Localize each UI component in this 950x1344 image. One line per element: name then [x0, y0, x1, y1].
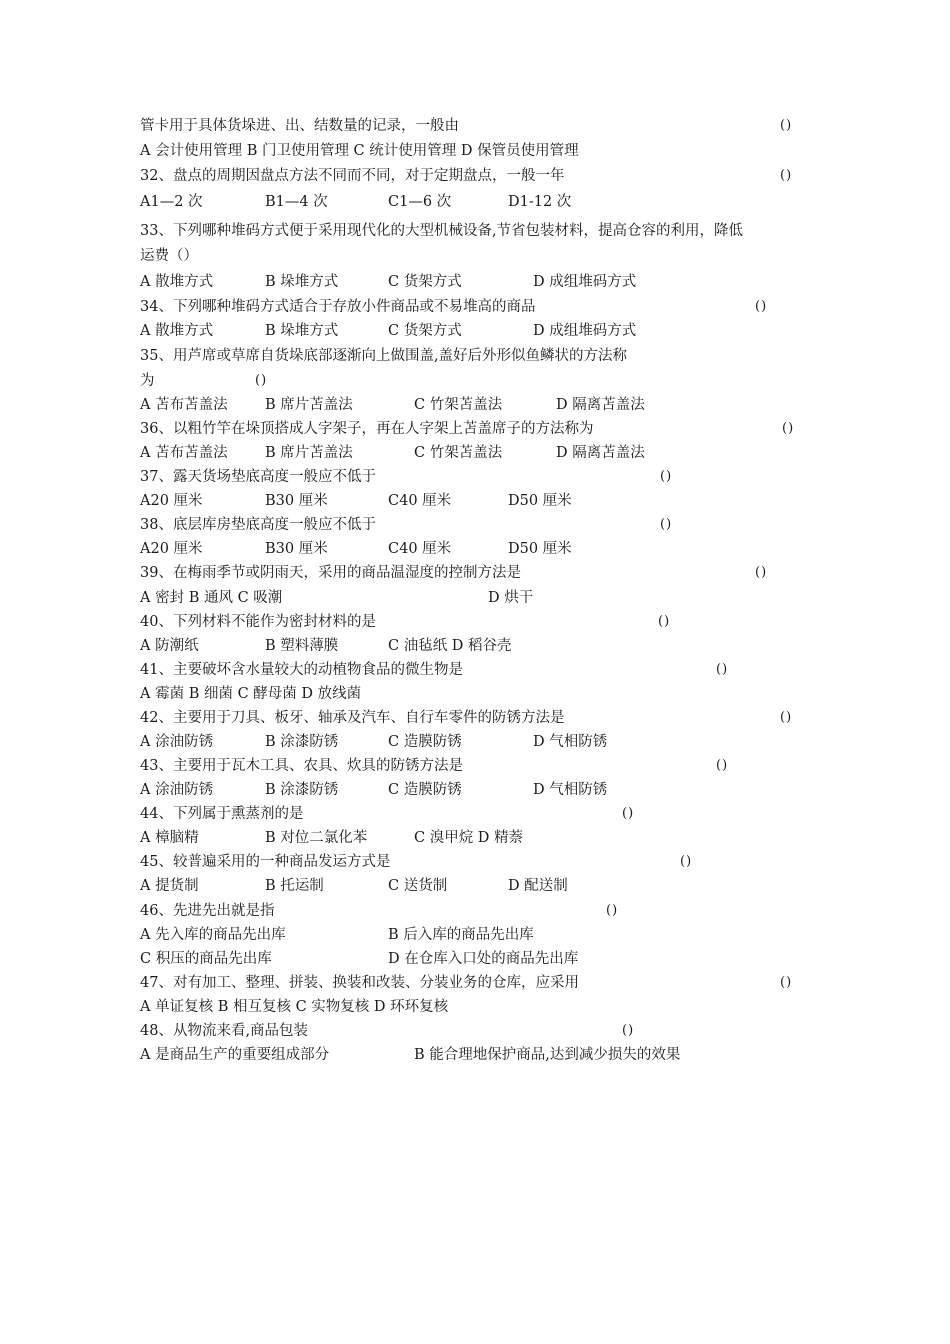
answer-option: A 苫布苫盖法: [140, 397, 228, 413]
answer-option: A20 厘米: [140, 541, 203, 557]
answer-blank-parentheses: (): [780, 710, 793, 725]
answer-blank-parentheses: (): [716, 662, 729, 677]
answer-option: C 竹架苫盖法: [414, 397, 503, 413]
answer-option: A 密封 B 通风 C 吸潮: [140, 590, 283, 606]
answer-option: B 席片苫盖法: [265, 397, 353, 413]
answer-option: C 溴甲烷 D 精萘: [414, 830, 524, 846]
answer-option: A 涂油防锈: [140, 782, 214, 798]
text-line: A 霉菌 B 细菌 C 酵母菌 D 放线菌: [140, 686, 362, 702]
text-line: 44、下列属于熏蒸剂的是: [140, 806, 304, 822]
answer-option: B 托运制: [265, 878, 324, 894]
text-line: 37、露天货场垫底高度一般应不低于: [140, 469, 376, 485]
answer-option: D 成组堆码方式: [533, 274, 637, 290]
text-line: 43、主要用于瓦木工具、农具、炊具的防锈方法是: [140, 758, 463, 774]
text-line: 35、用芦席或草席自货垛底部逐渐向上做围盖,盖好后外形似鱼鳞状的方法称: [140, 348, 628, 364]
answer-option: A 提货制: [140, 878, 199, 894]
text-line: 34、下列哪种堆码方式适合于存放小件商品或不易堆高的商品: [140, 299, 536, 315]
answer-option: D 隔离苫盖法: [556, 445, 645, 461]
answer-option: B 能合理地保护商品,达到减少损失的效果: [414, 1047, 681, 1063]
text-line: 41、主要破坏含水量较大的动植物食品的微生物是: [140, 662, 463, 678]
answer-option: C 送货制: [388, 878, 448, 894]
answer-option: A 先入库的商品先出库: [140, 927, 286, 943]
answer-option: B 涂漆防锈: [265, 782, 339, 798]
text-line: A 会计使用管理 B 门卫使用管理 C 统计使用管理 D 保管员使用管理: [140, 143, 579, 159]
answer-option: C40 厘米: [388, 493, 452, 509]
answer-blank-parentheses: (): [660, 517, 673, 532]
answer-option: A20 厘米: [140, 493, 203, 509]
text-line: 47、对有加工、整理、拼装、换装和改装、分装业务的仓库，应采用: [140, 975, 579, 991]
answer-option: D 配送制: [508, 878, 568, 894]
text-line: 36、以粗竹竿在垛顶搭成人字架子，再在人字架上苫盖席子的方法称为: [140, 421, 594, 437]
answer-option: A1—2 次: [140, 194, 203, 210]
answer-option: A 是商品生产的重要组成部分: [140, 1047, 330, 1063]
text-line: 39、在梅雨季节或阴雨天，采用的商品温湿度的控制方法是: [140, 565, 521, 581]
answer-option: A 防潮纸: [140, 638, 199, 654]
answer-option: D 成组堆码方式: [533, 323, 637, 339]
answer-option: C 货架方式: [388, 274, 462, 290]
answer-blank-parentheses: (): [680, 854, 693, 869]
answer-option: A 散堆方式: [140, 323, 214, 339]
answer-option: D50 厘米: [508, 493, 572, 509]
text-line: 38、底层库房垫底高度一般应不低于: [140, 517, 376, 533]
answer-option: D50 厘米: [508, 541, 572, 557]
answer-option: B30 厘米: [265, 541, 328, 557]
answer-blank-parentheses: (): [622, 1023, 635, 1038]
answer-option: D 在仓库入口处的商品先出库: [388, 951, 579, 967]
answer-option: C 竹架苫盖法: [414, 445, 503, 461]
text-line: A 单证复核 B 相互复核 C 实物复核 D 环环复核: [140, 999, 449, 1015]
answer-option: B 席片苫盖法: [265, 445, 353, 461]
answer-blank-parentheses: (): [606, 903, 619, 918]
answer-option: B1—4 次: [265, 194, 328, 210]
answer-blank-parentheses: (): [658, 614, 671, 629]
answer-option: B 垛堆方式: [265, 323, 339, 339]
answer-option: A 樟脑精: [140, 830, 199, 846]
answer-option: C 造膜防锈: [388, 782, 462, 798]
text-line: 46、先进先出就是指: [140, 903, 275, 919]
text-line: 48、从物流来看,商品包装: [140, 1023, 309, 1039]
answer-option: D 隔离苫盖法: [556, 397, 645, 413]
answer-blank-parentheses: (): [255, 373, 268, 388]
text-line: 管卡用于具体货垛进、出、结数量的记录，一般由: [140, 118, 459, 134]
answer-blank-parentheses: (): [622, 806, 635, 821]
answer-option: C 积压的商品先出库: [140, 951, 272, 967]
answer-option: A 散堆方式: [140, 274, 214, 290]
text-line: 40、下列材料不能作为密封材料的是: [140, 614, 376, 630]
answer-option: B30 厘米: [265, 493, 328, 509]
answer-option: C 造膜防锈: [388, 734, 462, 750]
answer-blank-parentheses: (): [660, 469, 673, 484]
text-line: 45、较普遍采用的一种商品发运方式是: [140, 854, 391, 870]
answer-blank-parentheses: (): [782, 421, 795, 436]
text-line: 32、盘点的周期因盘点方法不同而不同，对于定期盘点，一般一年: [140, 168, 565, 184]
text-line: 42、主要用于刀具、板牙、轴承及汽车、自行车零件的防锈方法是: [140, 710, 565, 726]
answer-blank-parentheses: (): [716, 758, 729, 773]
text-line: 为: [140, 373, 155, 389]
text-line: 运费（）: [140, 248, 198, 264]
answer-option: B 涂漆防锈: [265, 734, 339, 750]
answer-option: B 对位二氯化苯: [265, 830, 368, 846]
answer-option: D 烘干: [488, 590, 534, 606]
answer-option: C 油毡纸 D 稻谷壳: [388, 638, 512, 654]
answer-blank-parentheses: (): [780, 975, 793, 990]
answer-option: A 涂油防锈: [140, 734, 214, 750]
answer-blank-parentheses: (): [755, 565, 768, 580]
answer-option: C 货架方式: [388, 323, 462, 339]
answer-option: C1—6 次: [388, 194, 452, 210]
answer-option: B 塑料薄膜: [265, 638, 339, 654]
answer-option: D1-12 次: [508, 194, 572, 210]
answer-blank-parentheses: (): [780, 118, 793, 133]
answer-option: B 后入库的商品先出库: [388, 927, 534, 943]
answer-option: A 苫布苫盖法: [140, 445, 228, 461]
text-line: 33、下列哪种堆码方式便于采用现代化的大型机械设备,节省包装材料，提高仓容的利用，降低: [140, 223, 744, 239]
answer-option: D 气相防锈: [533, 734, 608, 750]
answer-option: D 气相防锈: [533, 782, 608, 798]
answer-blank-parentheses: (): [755, 299, 768, 314]
answer-option: B 垛堆方式: [265, 274, 339, 290]
answer-blank-parentheses: (): [780, 168, 793, 183]
answer-option: C40 厘米: [388, 541, 452, 557]
